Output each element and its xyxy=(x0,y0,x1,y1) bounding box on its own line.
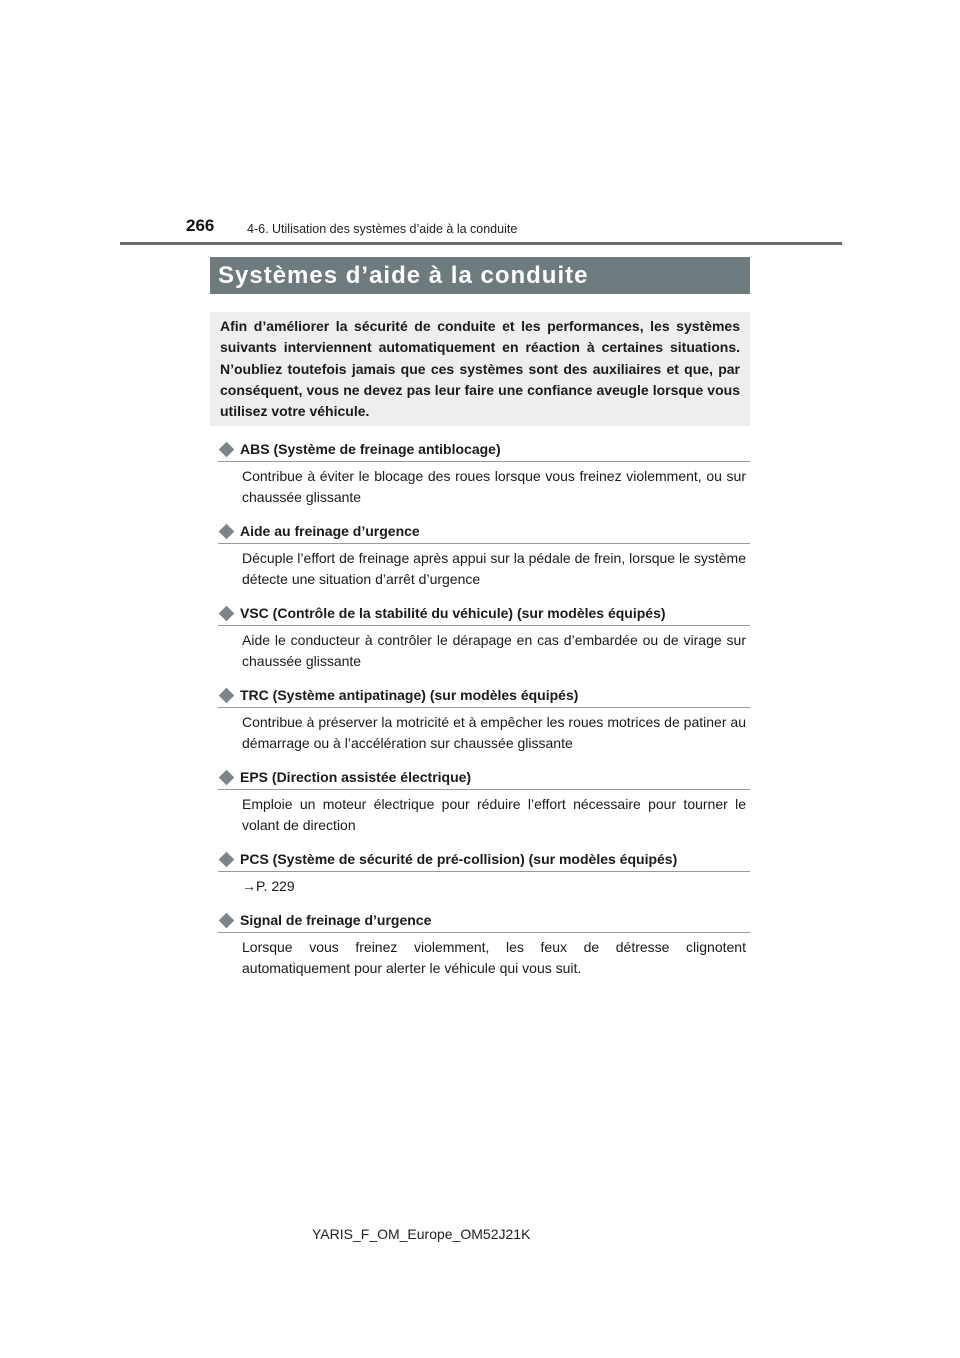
diamond-icon xyxy=(219,523,235,539)
section-eps xyxy=(218,768,750,837)
diamond-icon xyxy=(219,441,235,457)
diamond-icon xyxy=(219,687,235,703)
section-body: Contribue à préserver la motricité et à empêcher les roues motrices de patiner au démarrage ou à l’accélération sur chaussée glissante xyxy=(242,714,746,752)
section-title: Signal de freinage d’urgence xyxy=(240,912,432,928)
diamond-icon xyxy=(219,851,235,867)
intro-text: Afin d’améliorer la sécurité de conduite et les performances, les systèmes suivants interviennent automatiquement en réaction à certaines situations. N’oubliez toutefois jamais que ces systèmes sont des auxiliaires et que, par conséquent, vous ne devez pas leur faire une confiance aveugle lorsque vous utilisez votre véhicule. xyxy=(220,318,740,420)
page-reference-link[interactable]: →P. 229 xyxy=(242,878,295,894)
footer-code: YARIS_F_OM_Europe_OM52J21K xyxy=(312,1226,531,1242)
section-emergency-signal xyxy=(218,911,750,980)
section-title: Aide au freinage d’urgence xyxy=(240,523,420,539)
diamond-icon xyxy=(219,769,235,785)
section-title: ABS (Système de freinage antiblocage) xyxy=(240,441,501,457)
section-title: EPS (Direction assistée électrique) xyxy=(240,769,472,785)
section-vsc xyxy=(218,604,750,673)
page-number: 266 xyxy=(186,216,215,235)
section-pcs xyxy=(218,850,750,897)
section-heading xyxy=(218,522,750,544)
section-trc xyxy=(218,686,750,755)
header-rule xyxy=(120,242,842,245)
section-brake-assist xyxy=(218,522,750,591)
section-body: Lorsque vous freinez violemment, les feux de détresse clignotent automatiquement pour alerter le véhicule qui vous suit. xyxy=(242,939,746,977)
intro-box xyxy=(210,312,750,426)
section-body: Contribue à éviter le blocage des roues lorsque vous freinez violemment, ou sur chaussée glissante xyxy=(242,468,746,506)
diamond-icon xyxy=(219,605,235,621)
title-bar xyxy=(210,257,750,294)
chapter-header: 4-6. Utilisation des systèmes d’aide à la conduite xyxy=(247,222,518,236)
section-heading xyxy=(218,911,750,933)
section-body: Emploie un moteur électrique pour réduire l’effort nécessaire pour tourner le volant de direction xyxy=(242,796,746,834)
section-heading xyxy=(218,440,750,462)
section-heading xyxy=(218,686,750,708)
section-heading xyxy=(218,768,750,790)
section-title: VSC (Contrôle de la stabilité du véhicule) (sur modèles équipés) xyxy=(240,605,666,621)
page-title: Systèmes d’aide à la conduite xyxy=(218,261,589,289)
section-body: Aide le conducteur à contrôler le dérapage en cas d’embardée ou de virage sur chaussée glissante xyxy=(242,632,746,670)
section-heading xyxy=(218,850,750,872)
section-title: TRC (Système antipatinage) (sur modèles équipés) xyxy=(240,687,579,703)
section-body: Décuple l’effort de freinage après appui sur la pédale de frein, lorsque le système détecte une situation d’arrêt d’urgence xyxy=(242,550,746,588)
section-heading xyxy=(218,604,750,626)
section-abs xyxy=(218,440,750,509)
section-title: PCS (Système de sécurité de pré-collision) (sur modèles équipés) xyxy=(240,851,678,867)
diamond-icon xyxy=(219,912,235,928)
